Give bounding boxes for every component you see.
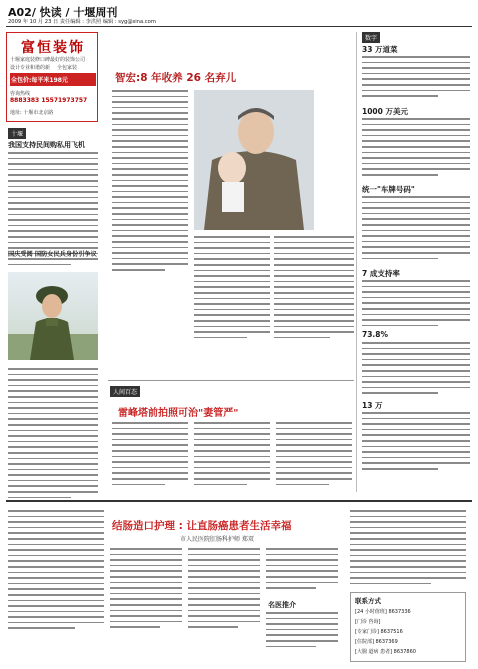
ad-tagline-1: 设计专业和谐的新 bbox=[10, 65, 51, 71]
ad-price-banner: 全包价:每平米198元 bbox=[10, 73, 96, 86]
militia-photo bbox=[8, 272, 98, 360]
left-headline-1: 我国支持民间购私用飞机 bbox=[8, 141, 85, 149]
header-rule bbox=[6, 26, 472, 27]
contact-4: [大腸 道病 患者] 8637860 bbox=[355, 649, 416, 655]
left-section-tag: 十堰 bbox=[8, 128, 26, 139]
bottom-info-body bbox=[266, 612, 338, 647]
bottom-body-col-2 bbox=[110, 548, 182, 628]
bottom-info-title: 名医推介 bbox=[268, 601, 296, 609]
feature-headline: 智宏:8 年收养 26 名弃儿 bbox=[115, 72, 237, 84]
ad-tagline-2: 全包家装 bbox=[57, 65, 78, 71]
left-headline-2: 国庆受阅 国防女民兵身份引争议 bbox=[8, 251, 97, 258]
middle-rule bbox=[108, 380, 354, 381]
bottom-body-col-5 bbox=[350, 510, 466, 584]
right-item-3-body bbox=[362, 280, 470, 326]
contact-2: [专家门诊] 8637516 bbox=[355, 629, 403, 635]
ad-note: 咨询热线 bbox=[10, 91, 31, 97]
right-item-5-body bbox=[362, 412, 470, 470]
left-article-2 bbox=[8, 368, 98, 498]
right-col-rule bbox=[356, 32, 357, 492]
right-item-2-body bbox=[362, 196, 470, 259]
contacts-title: 联系方式 bbox=[355, 597, 381, 605]
right-item-3: 7 成支持率 bbox=[362, 269, 400, 278]
contacts-box bbox=[350, 592, 466, 662]
right-item-5: 13 万 bbox=[362, 401, 383, 410]
right-section-tag: 数字 bbox=[362, 32, 380, 43]
left-article-1 bbox=[8, 152, 98, 265]
middle-body-col-1 bbox=[112, 422, 188, 485]
ad-phone: 8883383 15571973757 bbox=[10, 97, 88, 104]
right-item-1-body bbox=[362, 118, 470, 176]
middle-body-col-3 bbox=[276, 422, 352, 485]
right-item-0: 33 万道菜 bbox=[362, 45, 398, 54]
ad-box bbox=[6, 32, 98, 122]
feature-body-col-1 bbox=[112, 90, 188, 271]
right-item-4-body bbox=[362, 342, 470, 394]
ad-slogan: 十堰家庭装修口碑最好的装饰公司 bbox=[10, 57, 86, 63]
ad-company: 富恒装饰 bbox=[21, 40, 85, 56]
contact-1: [门诊 咨询] bbox=[355, 619, 381, 625]
bottom-body-col-1 bbox=[8, 510, 104, 629]
feature-body-col-2 bbox=[194, 236, 270, 338]
page-label: A02/ 快读 / 十堰周刊 bbox=[8, 6, 118, 19]
right-item-1: 1000 万美元 bbox=[362, 107, 408, 116]
middle-headline: 雷峰塔前拍照可治"妻管严" bbox=[118, 408, 239, 419]
bottom-headline: 结肠造口护理 : 让直肠癌患者生活幸福 bbox=[112, 520, 292, 532]
bottom-rule bbox=[6, 500, 472, 502]
right-item-2: 统一"车牌号码" bbox=[362, 185, 415, 194]
date-line: 2009 年 10 月 23 日 责任编辑 : 李洪照 编辑 : syg@sina.com bbox=[8, 19, 156, 25]
middle-section-tag: 人间百态 bbox=[110, 386, 140, 397]
feature-photo bbox=[194, 90, 314, 230]
right-item-0-body bbox=[362, 56, 470, 97]
ad-address: 地址: 十堰市北京路 bbox=[10, 110, 54, 116]
contact-3: [住院部] 8637369 bbox=[355, 639, 398, 645]
contact-0: [24 小时值班] 8637336 bbox=[355, 609, 411, 615]
feature-body-col-3 bbox=[274, 236, 354, 338]
bottom-body-col-4 bbox=[266, 548, 338, 589]
right-item-4: 73.8% bbox=[362, 330, 389, 339]
bottom-body-col-3 bbox=[188, 548, 260, 628]
bottom-byline: 市人民医院肛肠科护师 郑双 bbox=[180, 536, 254, 543]
middle-body-col-2 bbox=[194, 422, 270, 485]
